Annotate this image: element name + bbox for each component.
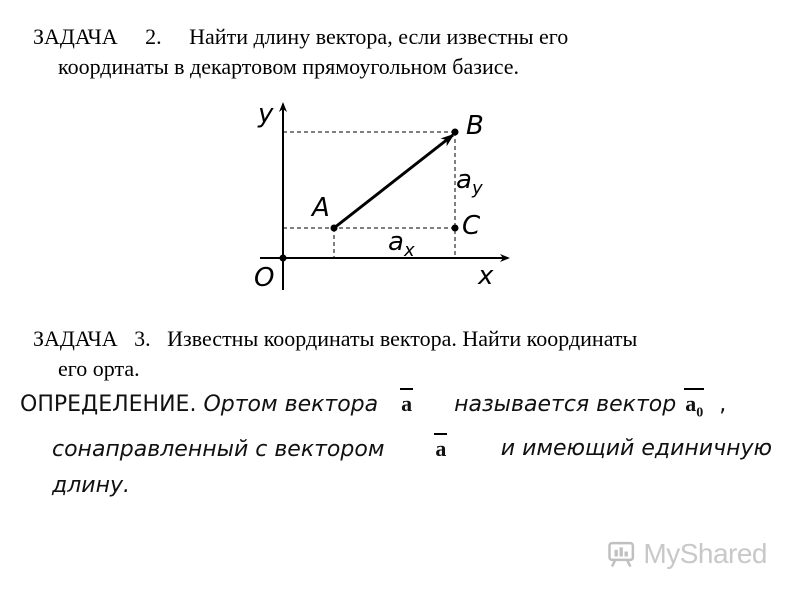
definition-part-2: называется вектор: [454, 392, 677, 417]
task-3: [33, 324, 771, 384]
vector-coordinates-diagram: [240, 98, 520, 298]
vector-a-symbol: a: [399, 386, 414, 422]
definition: [20, 386, 772, 504]
label-x: x: [478, 261, 494, 291]
myshared-logo: [607, 534, 767, 574]
label-c: C: [462, 211, 481, 241]
label-y: y: [258, 99, 274, 129]
definition-comma: ,: [719, 392, 727, 417]
logo-text: MyShared: [643, 538, 767, 569]
definition-part-3: сонаправленный с вектором: [52, 437, 385, 463]
vector-a-symbol-2: a: [433, 431, 448, 467]
presentation-board-icon: [607, 537, 635, 571]
definition-line-2: [20, 431, 772, 468]
task-3-text-2: его орта.: [58, 356, 140, 381]
task-3-number: 3.: [134, 326, 151, 351]
definition-line-1: [20, 386, 772, 431]
definition-part-4: и имеющий единичную: [500, 436, 772, 462]
task-3-label: ЗАДАЧА: [33, 326, 118, 351]
task-3-line-1: [33, 324, 771, 354]
point-b: [452, 129, 459, 136]
label-origin: O: [254, 263, 275, 293]
label-a: A: [312, 193, 330, 223]
definition-part-1: Ортом вектора: [203, 392, 379, 417]
task-2-text-2: координаты в декартовом прямоугольном базисе.: [58, 54, 520, 79]
task-2-number: 2.: [145, 24, 162, 49]
definition-term: ОПРЕДЕЛЕНИЕ.: [20, 392, 197, 417]
label-ax: $a_x$: [388, 227, 415, 261]
label-b: B: [466, 111, 484, 141]
task-3-text-1: Известны координаты вектора. Найти координаты: [167, 326, 638, 351]
vector-ab: [334, 135, 453, 228]
vector-a0-symbol: $a_0$: [683, 386, 705, 431]
point-a: [331, 225, 338, 232]
point-c: [452, 225, 459, 232]
definition-part-5: длину.: [52, 473, 130, 499]
task-2-line-1: [33, 22, 771, 52]
task-2-label: ЗАДАЧА: [33, 24, 118, 49]
task-2-text-1: Найти длину вектора, если известны его: [189, 24, 569, 49]
label-ay: $a_y$: [456, 165, 483, 199]
task-2: [33, 22, 771, 82]
point-origin: [280, 255, 287, 262]
